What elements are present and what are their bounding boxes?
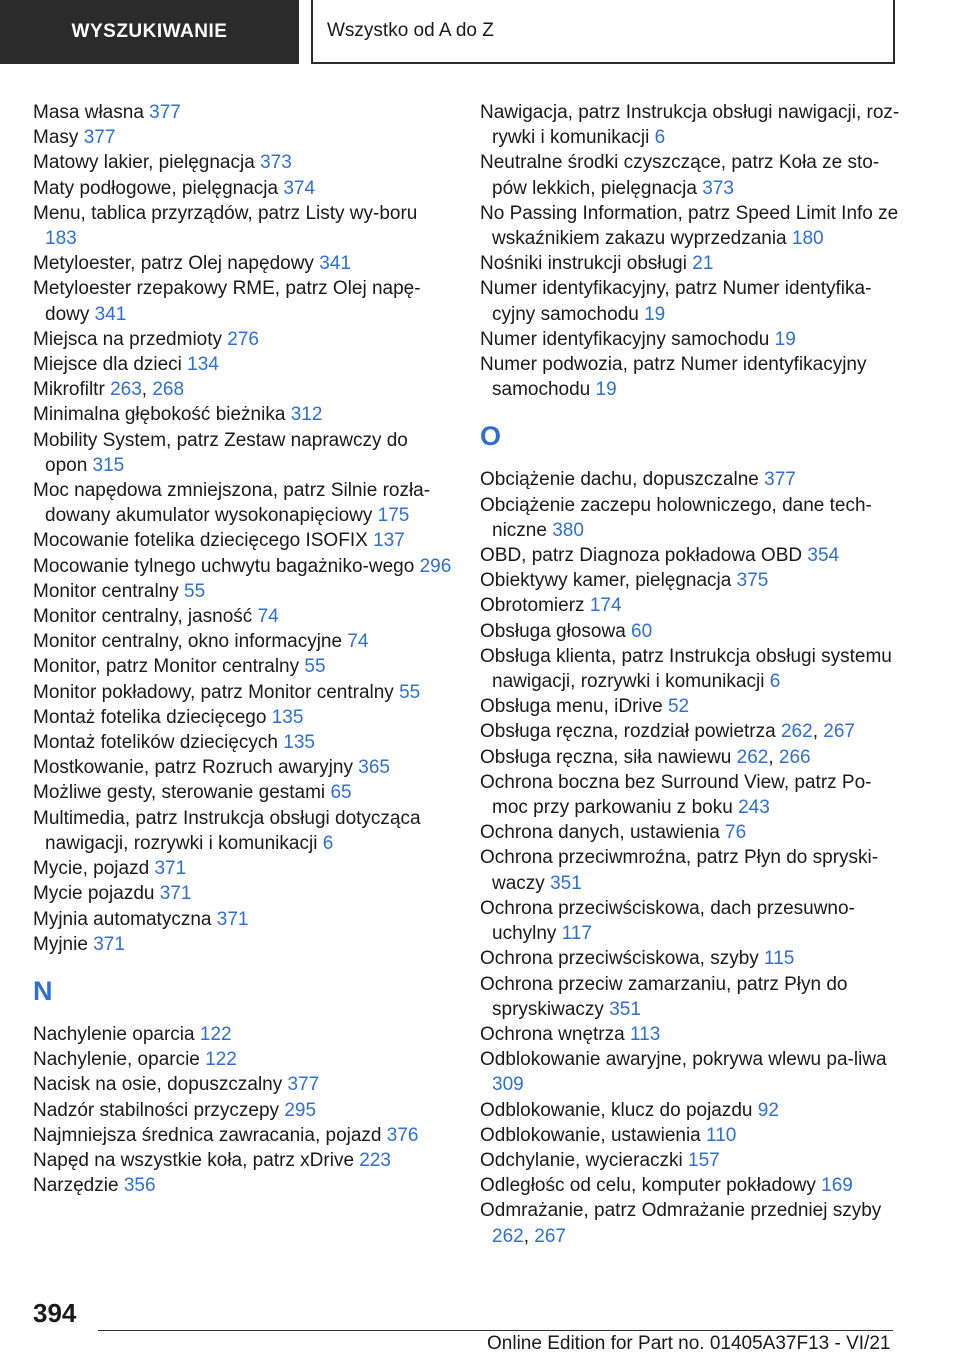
page-link[interactable]: 373 (260, 152, 292, 174)
index-entry (33, 402, 453, 427)
index-term: Odchylanie, wycieraczki (480, 1149, 689, 1171)
page-link[interactable]: 266 (778, 746, 811, 768)
page-link[interactable]: 65 (330, 782, 352, 804)
index-entry (33, 705, 453, 730)
index-entry (480, 1173, 900, 1198)
index-entry (33, 780, 453, 805)
page-link[interactable]: 117 (561, 923, 592, 945)
index-entry (33, 806, 453, 856)
page-link[interactable]: 74 (257, 606, 279, 628)
index-term: Odległośc od celu, komputer pokładowy (480, 1175, 822, 1197)
page-link[interactable]: 356 (123, 1175, 156, 1197)
index-term: Monitor, patrz Monitor centralny (33, 656, 305, 678)
index-entry (480, 352, 900, 402)
index-entry (33, 907, 453, 932)
page-link[interactable]: 262 (492, 1225, 524, 1247)
index-term: Minimalna głębokość bieżnika (33, 404, 291, 426)
index-entry (480, 201, 900, 251)
page-link[interactable]: 110 (706, 1124, 737, 1146)
index-entry (33, 150, 453, 175)
index-term: Odblokowanie awaryjne, pokrywa wlewu pa‐liwa (480, 1049, 887, 1071)
index-entry (33, 251, 453, 276)
page-link[interactable]: 267 (534, 1225, 566, 1247)
page-link[interactable]: 19 (774, 328, 796, 350)
index-term: Mostkowanie, patrz Rozruch awaryjny (33, 757, 359, 779)
page-link[interactable]: 183 (45, 228, 77, 250)
page-link[interactable]: 377 (83, 127, 116, 149)
page-link[interactable]: 6 (322, 832, 334, 854)
index-term: Mikrofiltr (33, 379, 111, 401)
page-link[interactable]: 373 (702, 177, 734, 199)
index-term: OBD, patrz Diagnoza pokładowa OBD (480, 545, 808, 567)
page-link[interactable]: 371 (216, 908, 249, 930)
page-link[interactable]: 169 (821, 1175, 853, 1197)
index-entry (33, 176, 453, 201)
page-link[interactable]: 60 (631, 620, 653, 642)
page-link[interactable]: 374 (283, 177, 316, 199)
index-entry (33, 428, 453, 478)
index-entry (480, 327, 900, 352)
page-link[interactable]: 309 (492, 1074, 524, 1096)
page-link[interactable]: 6 (654, 127, 666, 149)
index-entry (480, 1047, 900, 1097)
page-link[interactable]: 267 (823, 721, 855, 743)
index-term: Ochrona przeciwmroźna, patrz Płyn do spryski‐waczy (480, 847, 879, 894)
index-entry (33, 1022, 453, 1047)
page-link[interactable]: 371 (93, 933, 125, 955)
page-link[interactable]: 180 (791, 228, 824, 250)
index-entry (33, 604, 453, 629)
index-term: Ochrona boczna bez Surround View, patrz Po‐moc przy parkowaniu z boku (480, 771, 872, 819)
index-entry (480, 946, 900, 971)
page-link[interactable]: 122 (199, 1023, 232, 1045)
page-link[interactable]: 268 (152, 379, 185, 401)
index-entry: Obsługa ręczna, siła nawiewu 262, 266 (480, 746, 811, 768)
page-link[interactable]: 137 (373, 530, 405, 552)
page-link[interactable]: 377 (149, 102, 181, 123)
index-term: Obsługa głosowa (480, 620, 632, 642)
index-entry (33, 100, 453, 125)
index-entry (33, 730, 453, 755)
index-term: Numer podwozia, patrz Numer identyfikacyjny samochodu (480, 354, 867, 401)
index-entry (480, 845, 900, 895)
page-link[interactable]: 375 (736, 570, 769, 592)
index-entry (480, 694, 900, 719)
index-entry (480, 568, 900, 593)
index-term: Obciążenie dachu, dopuszczalne (480, 469, 765, 491)
page-link[interactable]: 92 (757, 1099, 779, 1121)
index-term: Myjnia automatyczna (33, 908, 217, 930)
index-term: Obrotomierz (480, 595, 590, 617)
page-link[interactable]: 6 (769, 671, 781, 693)
page-link[interactable]: 157 (688, 1149, 720, 1171)
index-entry (480, 770, 900, 820)
index-term: Obsługa klienta, patrz Instrukcja obsługi systemu nawigacji, rozrywki i komunikacji (480, 645, 892, 693)
page-link[interactable]: 365 (358, 757, 390, 779)
section-letter: O (480, 421, 502, 452)
index-term: Mobility System, patrz Zestaw naprawczy do opon (33, 429, 408, 476)
index-term: Ochrona przeciwściskowa, szyby (480, 948, 765, 970)
index-entry (33, 327, 453, 352)
index-term: Możliwe gesty, sterowanie gestami (33, 782, 331, 804)
page-header (0, 0, 960, 64)
index-entry (480, 493, 900, 543)
page-link[interactable]: 135 (283, 732, 315, 754)
index-term: Montaż fotelika dziecięcego (33, 706, 272, 728)
index-entry (480, 276, 900, 326)
index-entry (33, 856, 453, 881)
page-link[interactable]: 243 (738, 797, 770, 819)
index-entry (480, 1123, 900, 1148)
page-link[interactable]: 376 (386, 1124, 419, 1146)
index-term: Metyloester rzepakowy RME, patrz Olej napę‐dowy (33, 278, 421, 325)
index-entry (33, 654, 453, 679)
index-term: Moc napędowa zmniejszona, patrz Silnie rozła‐dowany akumulator wysokonapięciowy (33, 480, 431, 527)
page-link[interactable]: 134 (187, 354, 219, 376)
index-entry (33, 680, 453, 705)
index-term: No Passing Information, patrz Speed Limit Info ze wskaźnikiem zakazu wyprzedzania (480, 202, 899, 250)
index-term: Ochrona przeciwściskowa, dach przesuwno‐uchylny (480, 897, 855, 945)
page-link[interactable]: 55 (399, 681, 421, 703)
index-term: Mycie, pojazd (33, 858, 155, 880)
page-link[interactable]: 19 (644, 303, 666, 325)
index-term: Nachylenie oparcia (33, 1023, 200, 1045)
index-entry (33, 1072, 453, 1097)
index-entry (33, 1148, 453, 1173)
index-term: Mocowanie fotelika dziecięcego ISOFIX (33, 530, 374, 552)
index-term: Nawigacja, patrz Instrukcja obsługi nawigacji, roz‐rywki i komunikacji (480, 102, 900, 149)
page-link[interactable]: 296 (419, 555, 452, 577)
index-entry (480, 100, 900, 150)
page-link[interactable]: 263 (110, 379, 142, 401)
page-link[interactable]: 295 (284, 1099, 317, 1121)
page-link[interactable]: 19 (595, 379, 617, 401)
index-column-right (480, 100, 900, 1249)
tab-search[interactable]: WYSZUKIWANIE (0, 0, 299, 64)
index-entry (480, 896, 900, 946)
index-entry (33, 932, 453, 957)
index-term: Montaż fotelików dziecięcych (33, 732, 284, 754)
page-link[interactable]: 55 (304, 656, 326, 678)
index-entry (33, 579, 453, 604)
index-term: Obciążenie zaczepu holowniczego, dane tech‐niczne (480, 494, 872, 541)
page-link[interactable]: 371 (159, 883, 192, 905)
index-term: Odblokowanie, klucz do pojazdu (480, 1099, 758, 1121)
page-link[interactable]: 175 (377, 505, 410, 527)
page-link[interactable]: 223 (359, 1149, 391, 1171)
index-entry: Obsługa ręczna, rozdział powietrza 262, 267 (480, 721, 855, 743)
page-link[interactable]: 351 (550, 872, 582, 894)
index-term: Obsługa menu, iDrive (480, 696, 668, 718)
page-number: 394 (33, 1298, 77, 1328)
page-link[interactable]: 371 (154, 858, 187, 880)
index-entry: Mikrofiltr 263, 268 (33, 379, 185, 401)
page-link[interactable]: 262 (780, 721, 813, 743)
index-term: Nośniki instrukcji obsługi (480, 253, 693, 275)
index-entry (33, 554, 453, 579)
index-entry (480, 593, 900, 618)
index-term: Odblokowanie, ustawienia (480, 1124, 707, 1146)
index-entry (480, 644, 900, 694)
index-entry (480, 972, 900, 1022)
page-link[interactable]: 115 (764, 948, 795, 970)
index-term: Myjnie (33, 933, 94, 955)
page-link[interactable]: 52 (667, 696, 690, 718)
section-letter: N (33, 975, 53, 1006)
page-link[interactable]: 76 (725, 822, 747, 844)
index-term: Napęd na wszystkie koła, patrz xDrive (33, 1149, 360, 1171)
footer-divider (98, 1330, 893, 1331)
index-term: Nacisk na osie, dopuszczalny (33, 1074, 288, 1096)
index-term: Obiektywy kamer, pielęgnacja (480, 570, 737, 592)
index-entry (33, 1047, 453, 1072)
page-link[interactable]: 262 (736, 746, 769, 768)
index-term: Metyloester, patrz Olej napędowy (33, 253, 320, 275)
page-link[interactable]: 276 (227, 328, 259, 350)
index-term: Odmrażanie, patrz Odmrażanie przedniej szyby (480, 1200, 882, 1222)
index-term: Multimedia, patrz Instrukcja obsługi dotycząca nawigacji, rozrywki i komunikacji (33, 807, 421, 854)
index-entry (480, 1022, 900, 1047)
index-entry (480, 1148, 900, 1173)
index-entry (33, 276, 453, 326)
edition-note: Online Edition for Part no. 01405A37F13 - VI/21 (487, 1333, 891, 1354)
index-term: Miejsca na przedmioty (33, 328, 228, 350)
index-term: Monitor centralny (33, 580, 185, 602)
index-term: Matowy lakier, pielęgnacja (33, 152, 261, 174)
index-term: Miejsce dla dzieci (33, 354, 188, 376)
index-term: Najmniejsza średnica zawracania, pojazd (33, 1124, 387, 1146)
index-term: Neutralne środki czyszczące, patrz Koła ze sto‐pów lekkich, pielęgnacja (480, 152, 880, 199)
index-entry (33, 352, 453, 377)
index-term: Masy (33, 127, 84, 149)
index-column-left (33, 100, 453, 1198)
index-term: Maty podłogowe, pielęgnacja (33, 177, 284, 199)
index-term: Numer identyfikacyjny, patrz Numer identyfika‐cyjny samochodu (480, 278, 872, 325)
page-link[interactable]: 315 (92, 454, 125, 476)
index-entry (480, 543, 900, 568)
index-entry (33, 1123, 453, 1148)
page-link[interactable]: 122 (205, 1049, 237, 1071)
index-entry (33, 629, 453, 654)
index-term: Monitor centralny, okno informacyjne (33, 631, 348, 653)
page-link[interactable]: 174 (589, 595, 622, 617)
index-entry (33, 1173, 453, 1198)
index-term: Mycie pojazdu (33, 883, 160, 905)
index-entry (33, 201, 453, 251)
index-term: Numer identyfikacyjny samochodu (480, 328, 775, 350)
index-term: Monitor centralny, jasność (33, 606, 258, 628)
index-entry (33, 478, 453, 528)
page-link[interactable]: 377 (764, 469, 796, 491)
index-entry (480, 150, 900, 200)
tab-a-to-z[interactable]: Wszystko od A do Z (311, 0, 895, 64)
index-term: Monitor pokładowy, patrz Monitor centralny (33, 681, 400, 703)
index-entry (33, 528, 453, 553)
page-link[interactable]: 354 (807, 545, 840, 567)
index-term: Obsługa ręczna, siła nawiewu (480, 746, 737, 768)
page-link[interactable]: 74 (347, 631, 369, 653)
page-link[interactable]: 341 (319, 253, 351, 275)
page-link[interactable]: 351 (609, 998, 641, 1020)
page-link[interactable]: 113 (629, 1023, 661, 1045)
index-term: Ochrona wnętrza (480, 1023, 630, 1045)
page-link[interactable]: 312 (290, 404, 323, 426)
index-entry (33, 125, 453, 150)
index-entry (33, 755, 453, 780)
index-term: Nadzór stabilności przyczepy (33, 1099, 285, 1121)
index-term: Nachylenie, oparcie (33, 1049, 206, 1071)
page-link[interactable]: 341 (94, 303, 127, 325)
index-entry (33, 1098, 453, 1123)
page-link[interactable]: 380 (552, 519, 584, 541)
index-term: Narzędzie (33, 1175, 124, 1197)
index-term: Ochrona danych, ustawienia (480, 822, 726, 844)
index-entry (480, 619, 900, 644)
page-link[interactable]: 135 (271, 706, 304, 728)
index-entry (480, 1098, 900, 1123)
index-term: Masa własna (33, 102, 150, 123)
index-entry (480, 820, 900, 845)
index-term: Menu, tablica przyrządów, patrz Listy wy‐boru (33, 202, 418, 224)
index-entry (33, 881, 453, 906)
page-link[interactable]: 21 (692, 253, 714, 275)
index-entry (480, 467, 900, 492)
page-link[interactable]: 377 (287, 1074, 320, 1096)
index-term: Obsługa ręczna, rozdział powietrza (480, 721, 781, 743)
page-link[interactable]: 55 (184, 580, 206, 602)
index-entry: Odmrażanie, patrz Odmrażanie przedniej szyby 262, 267 (480, 1200, 882, 1247)
index-term: Mocowanie tylnego uchwytu bagażniko‐wego (33, 555, 420, 577)
index-entry (480, 251, 900, 276)
index-term: Ochrona przeciw zamarzaniu, patrz Płyn do spryskiwaczy (480, 973, 848, 1020)
